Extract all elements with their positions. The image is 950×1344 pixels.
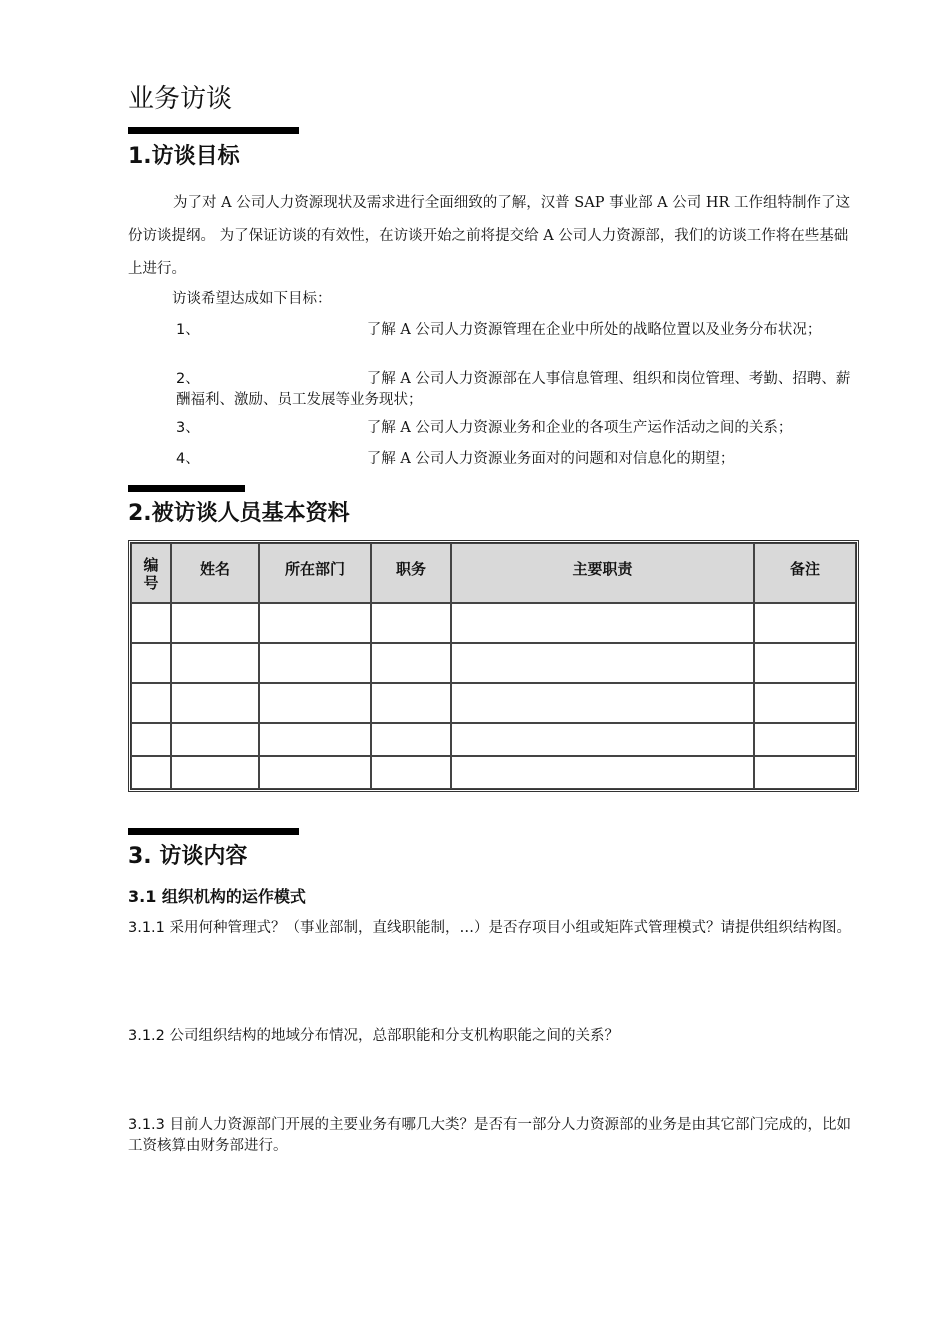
table-cell[interactable]: [131, 643, 171, 683]
col-header-department: 所在部门: [259, 543, 371, 603]
col-header-duties: 主要职责: [451, 543, 754, 603]
table-cell[interactable]: [451, 723, 754, 756]
goal-text: 了解 A 公司人力资源部在人事信息管理、组织和岗位管理、考勤、招聘、薪酬福利、激励、员工发展等业务现状；: [176, 371, 851, 408]
question-text: 采用何种管理式？（事业部制，直线职能制，…）是否存项目小组或矩阵式管理模式？请提供组织结构图。: [169, 920, 852, 936]
table-cell[interactable]: [259, 723, 371, 756]
goal-number: 2、: [176, 371, 200, 387]
table-row: [131, 723, 856, 756]
section-heading-content: 3. 访谈内容: [128, 844, 248, 869]
table-cell[interactable]: [371, 723, 451, 756]
table-cell[interactable]: [171, 723, 259, 756]
table-row: [131, 603, 856, 643]
goal-text: 了解 A 公司人力资源业务面对的问题和对信息化的期望；: [366, 451, 735, 467]
subsection-heading: 3.1 组织机构的运作模式: [128, 887, 306, 906]
goals-intro: 访谈希望达成如下目标：: [172, 291, 332, 307]
goal-item: [176, 449, 852, 470]
question-item: [128, 1026, 853, 1047]
col-header-position: 职务: [371, 543, 451, 603]
goal-item: [176, 369, 852, 411]
col-header-number: [131, 543, 171, 603]
table-cell[interactable]: [451, 643, 754, 683]
question-item: [128, 1115, 853, 1157]
goal-number: 3、: [176, 420, 200, 436]
col-header-name: 姓名: [171, 543, 259, 603]
table-cell[interactable]: [171, 683, 259, 723]
table-cell[interactable]: [451, 683, 754, 723]
table-cell[interactable]: [259, 603, 371, 643]
table-cell[interactable]: [171, 756, 259, 789]
section-heading-staff: 2.被访谈人员基本资料: [128, 501, 350, 526]
table-cell[interactable]: [754, 643, 856, 683]
question-text: 公司组织结构的地域分布情况，总部职能和分支机构职能之间的关系？: [169, 1028, 620, 1044]
goal-number: 4、: [176, 451, 200, 467]
table-row: [131, 643, 856, 683]
table-cell[interactable]: [451, 756, 754, 789]
table-cell[interactable]: [259, 756, 371, 789]
table-cell[interactable]: [171, 603, 259, 643]
table-cell[interactable]: [754, 723, 856, 756]
table-header-row: [131, 543, 856, 603]
table-cell[interactable]: [371, 683, 451, 723]
table-cell[interactable]: [754, 603, 856, 643]
question-text: 目前人力资源部门开展的主要业务有哪几大类？是否有一部分人力资源部的业务是由其它部门完成的，比如工资核算由财务部进行。: [128, 1117, 852, 1154]
table-row: [131, 683, 856, 723]
question-number: 3.1.1: [128, 920, 165, 936]
table-cell[interactable]: [131, 723, 171, 756]
document-title: 业务访谈: [128, 84, 233, 114]
table-cell[interactable]: [754, 683, 856, 723]
question-item: [128, 918, 853, 939]
table-cell[interactable]: [754, 756, 856, 789]
table-cell[interactable]: [371, 603, 451, 643]
col-header-number-label: 编号: [143, 556, 159, 592]
table-cell[interactable]: [131, 683, 171, 723]
table-cell[interactable]: [371, 756, 451, 789]
table-cell[interactable]: [259, 683, 371, 723]
col-header-remarks: 备注: [754, 543, 856, 603]
section-heading-goals: 1.访谈目标: [128, 144, 240, 169]
table-cell[interactable]: [259, 643, 371, 683]
intro-paragraph: 为了对 A 公司人力资源现状及需求进行全面细致的了解，汉普 SAP 事业部 A 公司 HR 工作组特制作了这份访谈提纲。 为了保证访谈的有效性，在访谈开始之前将提交给 A 公司人力资源部，我们的访谈工作将在些基础上进行。: [128, 195, 851, 277]
section-rule: [128, 485, 245, 492]
goal-text: 了解 A 公司人力资源业务和企业的各项生产运作活动之间的关系；: [366, 420, 793, 436]
section-rule: [128, 127, 299, 134]
table-cell[interactable]: [131, 603, 171, 643]
table-cell[interactable]: [371, 643, 451, 683]
section-rule: [128, 828, 299, 835]
staff-table: [128, 540, 859, 792]
table-cell[interactable]: [131, 756, 171, 789]
question-number: 3.1.3: [128, 1117, 165, 1133]
goal-item: [176, 418, 852, 439]
goal-number: 1、: [176, 322, 200, 338]
table-cell[interactable]: [171, 643, 259, 683]
table-cell[interactable]: [451, 603, 754, 643]
goal-item: [176, 320, 852, 341]
table-row: [131, 756, 856, 789]
goal-text: 了解 A 公司人力资源管理在企业中所处的战略位置以及业务分布状况；: [366, 322, 822, 338]
question-number: 3.1.2: [128, 1028, 165, 1044]
